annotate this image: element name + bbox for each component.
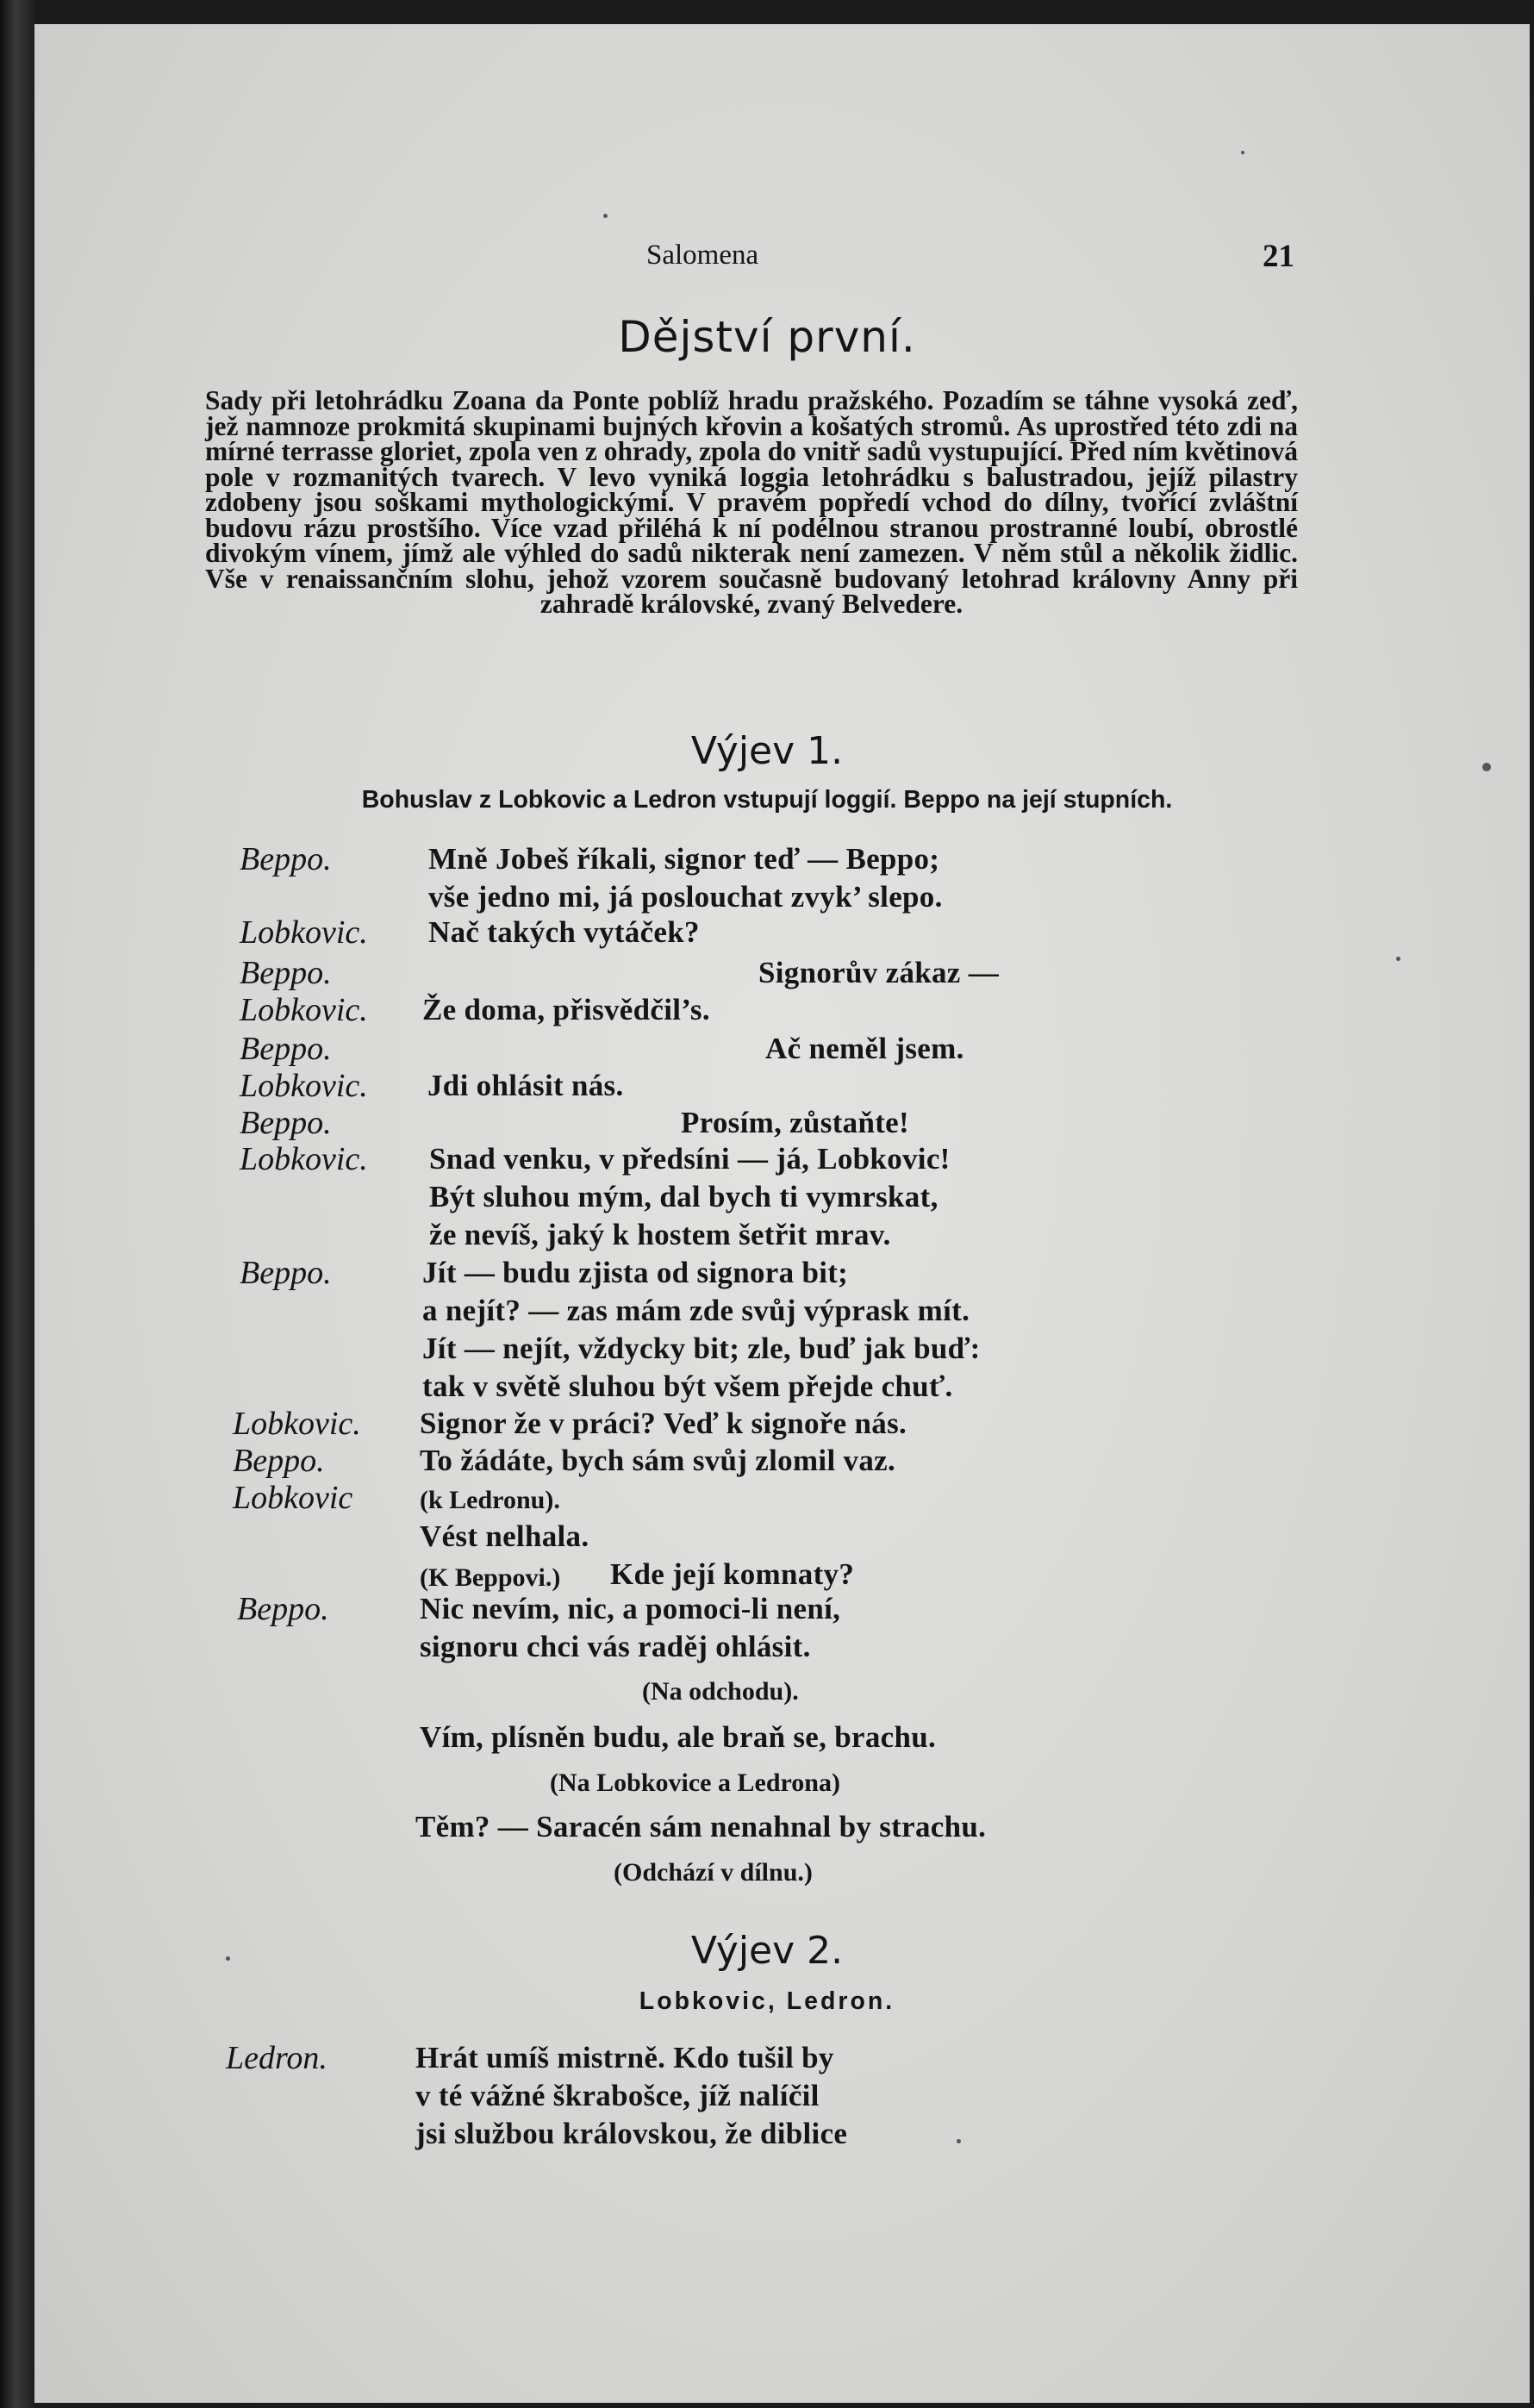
verse-line: Být sluhou mým, dal bych ti vymrskat, bbox=[429, 1180, 938, 1213]
verse-line: Těm? — Saracén sám nenahnal by strachu. bbox=[415, 1810, 987, 1843]
act-title: Dějství první. bbox=[618, 312, 916, 362]
scene-1-cast: Bohuslav z Lobkovic a Ledron vstupují loggií. Beppo na její stupních. bbox=[361, 786, 1173, 814]
speaker-name: Lobkovic. bbox=[240, 914, 368, 951]
verse-line: Vím, plísněn budu, ale braň se, brachu. bbox=[420, 1720, 937, 1754]
verse-line: jsi službou královskou, že diblice bbox=[415, 2117, 848, 2150]
speaker-name: Lobkovic. bbox=[240, 1141, 368, 1177]
speaker-name: Lobkovic. bbox=[240, 1068, 368, 1104]
scan-speck bbox=[957, 2139, 961, 2143]
stage-note: (k Ledronu). bbox=[420, 1486, 560, 1514]
speaker-name: Lobkovic. bbox=[233, 1406, 361, 1442]
verse-line: Signor že v práci? Veď k signoře nás. bbox=[420, 1407, 907, 1440]
verse-line: Kde její komnaty? bbox=[610, 1557, 855, 1591]
speaker-name: Lobkovic bbox=[233, 1480, 353, 1516]
verse-line: Ač neměl jsem. bbox=[765, 1032, 964, 1065]
scene-2-cast: Lobkovic, Ledron. bbox=[639, 1987, 895, 2015]
speaker-name: Lobkovic. bbox=[240, 992, 368, 1028]
verse-line: Jít — budu zjista od signora bit; bbox=[422, 1256, 849, 1289]
scan-speck bbox=[603, 214, 608, 218]
speaker-name: Beppo. bbox=[240, 841, 332, 877]
verse-line: Snad venku, v předsíni — já, Lobkovic! bbox=[429, 1142, 951, 1176]
verse-line: že nevíš, jaký k hostem šetřit mrav. bbox=[429, 1218, 891, 1251]
stage-note: (Na odchodu). bbox=[642, 1677, 799, 1706]
scan-speck bbox=[1241, 151, 1244, 154]
stage-note: (Na Lobkovice a Ledrona) bbox=[550, 1769, 840, 1797]
scene-1-title: Výjev 1. bbox=[690, 729, 844, 773]
verse-line: Jdi ohlásit nás. bbox=[427, 1069, 624, 1102]
speaker-name: Beppo. bbox=[240, 1105, 332, 1141]
speaker-name: Beppo. bbox=[237, 1591, 329, 1627]
verse-line: Vést nelhala. bbox=[420, 1519, 589, 1553]
verse-line: signoru chci vás raděj ohlásit. bbox=[420, 1630, 811, 1663]
verse-line: Nic nevím, nic, a pomoci-li není, bbox=[420, 1592, 841, 1625]
verse-line: vše jedno mi, já poslouchat zvyk’ slepo. bbox=[428, 880, 943, 914]
verse-line: Prosím, zůstaňte! bbox=[681, 1106, 909, 1139]
speaker-name: Beppo. bbox=[240, 955, 332, 991]
speaker-name: Beppo. bbox=[233, 1443, 325, 1479]
speaker-name: Beppo. bbox=[240, 1031, 332, 1067]
verse-line: To žádáte, bych sám svůj zlomil vaz. bbox=[420, 1444, 896, 1477]
verse-line: Mně Jobeš říkali, signor teď — Beppo; bbox=[428, 842, 940, 876]
verse-line: Jít — nejít, vždycky bit; zle, buď jak buď: bbox=[422, 1332, 981, 1365]
page-number: 21 bbox=[1263, 239, 1294, 274]
verse-line: v té vážné škrabošce, jíž nalíčil bbox=[415, 2079, 820, 2112]
scene-2-title: Výjev 2. bbox=[690, 1929, 844, 1973]
stage-note: (K Beppovi.) bbox=[420, 1563, 561, 1592]
verse-line: a nejít? — zas mám zde svůj výprask mít. bbox=[422, 1294, 970, 1327]
verse-line: Hrát umíš mistrně. Kdo tušil by bbox=[415, 2041, 834, 2074]
stage-note: (Odchází v dílnu.) bbox=[614, 1858, 813, 1887]
verse-line: Signorův zákaz — bbox=[758, 956, 999, 989]
scan-speck bbox=[1396, 957, 1400, 961]
verse-line: Nač takých vytáček? bbox=[428, 915, 700, 949]
running-title: Salomena bbox=[646, 240, 759, 271]
verse-line: Že doma, přisvědčil’s. bbox=[422, 993, 710, 1026]
stage-direction: Sady při letohrádku Zoana da Ponte poblíž hradu pražského. Pozadím se táhne vysoká zeď, jež namnoze prokmitá skupinami bujných křovin a košatých stromů. As uprostřed této zdi na mírné terrasse gloriet, zpola ven z ohrady, zpola do vnitř sadů vystupující. Před ním květinová pole v rozmanitých tvarech. V levo vyniká loggia letohrádku s balustradou, jejíž pilastry zdobeny jsou soškami mythologickými. V pravém popředí vchod do dílny, tvořící zvláštní budovu rázu prostšího. Více vzad přiléhá k ní podélnou stranou prostranné loubí, obrostlé divokým vínem, jímž ale výhled do sadů nikterak není zamezen. V něm stůl a několik židlic. Vše v renaissančním slohu, jehož vzorem současně budovaný letohrad královny Anny při zahradě královské, zvaný Belvedere. bbox=[205, 385, 1298, 619]
verse-line: tak v světě sluhou být všem přejde chuť. bbox=[422, 1369, 953, 1403]
speaker-name: Beppo. bbox=[240, 1255, 332, 1291]
speaker-name: Ledron. bbox=[226, 2040, 327, 2076]
